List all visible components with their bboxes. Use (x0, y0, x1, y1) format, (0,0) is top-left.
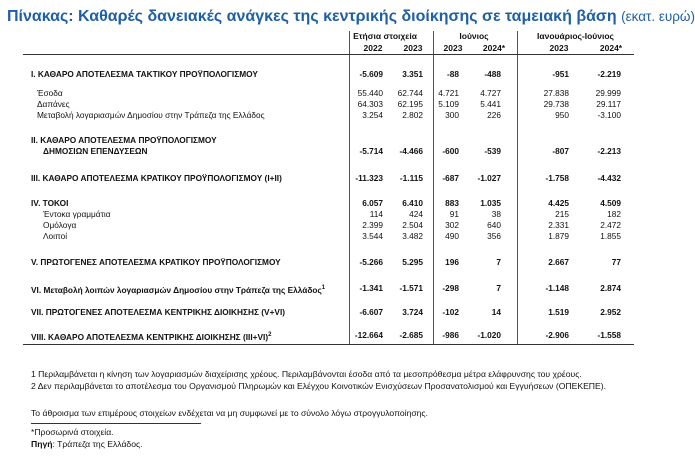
cell-value: -1.758 (545, 173, 569, 183)
row-label: Μεταβολή λογαριασμών Δημοσίου στην Τράπεζα της Ελλάδος (37, 110, 265, 120)
cell-value: 4.727 (480, 88, 501, 98)
cell-value: -12.664 (354, 330, 383, 340)
cell-value: 3.351 (402, 69, 423, 79)
row-label: Λοιποί (43, 231, 68, 241)
cell-value: 2.802 (402, 110, 423, 120)
row-label: II. ΚΑΘΑΡΟ ΑΠΟΤΕΛΕΣΜΑ ΠΡΟΫΠΟΛΟΓΙΣΜΟΥ (31, 135, 217, 145)
cell-value: 1.035 (480, 198, 501, 208)
row-label: IV. ΤΟΚΟΙ (31, 198, 69, 208)
cell-value: -1.341 (359, 283, 383, 293)
bottom-rule (23, 344, 634, 345)
cell-value: 3.544 (362, 231, 383, 241)
cell-value: 1.855 (600, 231, 621, 241)
cell-value: 356 (487, 231, 501, 241)
header-group-june: Ιούνιος (459, 31, 489, 41)
cell-value: -298 (442, 283, 459, 293)
cell-value: 215 (555, 209, 569, 219)
cell-value: -6.607 (359, 307, 383, 317)
cell-value: 302 (445, 220, 459, 230)
cell-value: -5.266 (359, 257, 383, 267)
footnote-marker: 2 (268, 332, 272, 338)
title-unit: (εκατ. ευρώ) (621, 9, 695, 24)
title-main: Πίνακας: Καθαρές δανειακές ανάγκες της κεντρικής διοίκησης σε ταμειακή βάση (7, 8, 617, 25)
cell-value: -3.100 (597, 110, 621, 120)
table-title (7, 8, 695, 26)
cell-value: 2.874 (600, 283, 621, 293)
cell-value: -4.432 (597, 173, 621, 183)
cell-value: -488 (484, 69, 501, 79)
footnote-1: 1 Περιλαμβάνεται η κίνηση των λογαριασμών διαχείρισης χρέους. Περιλαμβάνονται έσοδα από τα μεσοπρόθεσμα μέτρα ελάφρυνσης του χρέους. (31, 369, 582, 379)
header-year: 2024* (599, 43, 623, 53)
source-text: : Τράπεζα της Ελλάδος. (52, 439, 143, 449)
cell-value: 4.509 (600, 198, 621, 208)
cell-value: 91 (449, 209, 459, 219)
cell-value: -951 (552, 69, 569, 79)
cell-value: 6.057 (362, 198, 383, 208)
header-year: 2024* (482, 43, 506, 53)
cell-value: 2.472 (600, 220, 621, 230)
cell-value: -539 (484, 146, 501, 156)
cell-value: 2.952 (600, 307, 621, 317)
footnote-divider (31, 423, 201, 424)
cell-value: 226 (487, 110, 501, 120)
cell-value: 3.254 (362, 110, 383, 120)
cell-value: -4.466 (399, 146, 423, 156)
row-label: Έντοκα γραμμάτια (43, 209, 111, 219)
row-label (31, 283, 325, 295)
cell-value: -600 (442, 146, 459, 156)
row-label-text: VIII. ΚΑΘΑΡΟ ΑΠΟΤΕΛΕΣΜΑ ΚΕΝΤΡΙΚΗΣ ΔΙΟΙΚΗΣΗΣ (III+VI) (31, 331, 269, 342)
header-year: 2022 (363, 43, 383, 53)
cell-value: -1.558 (597, 330, 621, 340)
cell-value: -1.115 (399, 173, 423, 183)
cell-value: 883 (445, 198, 459, 208)
cell-value: -1.020 (477, 330, 501, 340)
footnote-2: 2 Δεν περιλαμβάνεται το αποτέλεσμα του Οργανισμού Πληρωμών και Ελέγχου Κοινοτικών Ενισχύσεων Προσανατολισμού και Εγγυήσεων (ΟΠΕΚΕΠΕ). (31, 381, 606, 391)
cell-value: 14 (491, 307, 501, 317)
source-label: Πηγή (31, 439, 53, 449)
row-label: V. ΠΡΩΤΟΓΕΝΕΣ ΑΠΟΤΕΛΕΣΜΑ ΚΡΑΤΙΚΟΥ ΠΡΟΫΠΟΛΟΓΙΣΜΟΥ (31, 257, 281, 267)
cell-value: 7 (496, 257, 501, 267)
row-label: III. ΚΑΘΑΡΟ ΑΠΟΤΕΛΕΣΜΑ ΚΡΑΤΙΚΟΥ ΠΡΟΫΠΟΛΟΓΙΣΜΟΥ (I+II) (31, 173, 282, 183)
cell-value: -2.213 (597, 146, 621, 156)
cell-value: 77 (611, 257, 621, 267)
cell-value: -1.027 (477, 173, 501, 183)
source-line (31, 439, 143, 449)
header-group-jan-june: Ιανουάριος-Ιούνιος (537, 31, 614, 41)
cell-value: 3.482 (402, 231, 423, 241)
cell-value: 38 (491, 209, 501, 219)
header-group-row (23, 31, 634, 41)
row-label: VII. ΠΡΩΤΟΓΕΝΕΣ ΑΠΟΤΕΛΕΣΜΑ ΚΕΝΤΡΙΚΗΣ ΔΙΟΙΚΗΣΗΣ (V+VI) (31, 307, 286, 317)
cell-value: 2.667 (548, 257, 569, 267)
header-year: 2023 (443, 43, 463, 53)
cell-value: 182 (607, 209, 621, 219)
cell-value: 1.879 (548, 231, 569, 241)
cell-value: 1.519 (548, 307, 569, 317)
footnote-marker: 1 (321, 285, 326, 291)
cell-value: 62.195 (397, 99, 423, 109)
row-label-continued: ΔΗΜΟΣΙΩΝ ΕΠΕΝΔΥΣΕΩΝ (43, 146, 148, 156)
cell-value: 29.117 (596, 99, 621, 109)
cell-value: 2.399 (362, 220, 383, 230)
cell-value: -986 (442, 330, 459, 340)
cell-value: -11.323 (355, 173, 383, 183)
cell-value: 300 (445, 110, 459, 120)
cell-value: 6.410 (402, 198, 423, 208)
cell-value: 114 (369, 209, 383, 219)
provisional-note: *Προσωρινά στοιχεία. (31, 427, 114, 437)
cell-value: 55.440 (357, 88, 383, 98)
cell-value: 424 (409, 209, 423, 219)
cell-value: -1.148 (545, 283, 569, 293)
cell-value: 490 (445, 231, 459, 241)
column-separator (349, 31, 350, 344)
cell-value: -102 (442, 307, 459, 317)
header-year: 2023 (549, 43, 569, 53)
cell-value: -807 (552, 146, 569, 156)
cell-value: 5.441 (480, 99, 501, 109)
cell-value: 3.724 (402, 307, 423, 317)
cell-value: 2.504 (402, 220, 423, 230)
cell-value: -5.609 (359, 69, 383, 79)
cell-value: 62.744 (397, 88, 423, 98)
row-label: Ομόλογα (43, 220, 77, 230)
cell-value: 7 (496, 283, 501, 293)
cell-value: -687 (442, 173, 459, 183)
cell-value: 640 (487, 220, 501, 230)
cell-value: -2.219 (597, 69, 621, 79)
cell-value: -88 (447, 69, 459, 79)
cell-value: 4.721 (438, 88, 459, 98)
row-label (31, 330, 271, 342)
cell-value: -5.714 (359, 146, 383, 156)
row-label: I. ΚΑΘΑΡΟ ΑΠΟΤΕΛΕΣΜΑ ΤΑΚΤΙΚΟΥ ΠΡΟΫΠΟΛΟΓΙΣΜΟΥ (31, 69, 258, 79)
cell-value: 64.303 (357, 99, 383, 109)
cell-value: 5.109 (438, 99, 459, 109)
header-years-row (23, 43, 634, 53)
cell-value: -2.906 (545, 330, 569, 340)
row-label: Έσοδα (37, 88, 63, 98)
cell-value: 27.838 (543, 88, 569, 98)
column-separator (517, 31, 518, 344)
cell-value: 4.425 (548, 198, 569, 208)
cell-value: 29.999 (595, 88, 621, 98)
cell-value: 2.331 (548, 220, 569, 230)
header-year: 2023 (403, 43, 423, 53)
cell-value: -1.571 (399, 283, 423, 293)
cell-value: -2.685 (399, 330, 423, 340)
rounding-note: Το άθροισμα των επιμέρους στοιχείων ενδέχεται να μη συμφωνεί με το σύνολο λόγω στρογγυλοποίησης. (31, 408, 428, 418)
cell-value: 29.738 (543, 99, 569, 109)
cell-value: 196 (445, 257, 459, 267)
header-rule (23, 54, 634, 55)
header-group-annual: Ετήσια στοιχεία (353, 31, 417, 41)
row-label-text: VI. Μεταβολή λοιπών λογαριασμών Δημοσίου στην Τράπεζα της Ελλάδος (31, 284, 322, 295)
cell-value: 950 (555, 110, 569, 120)
cell-value: 5.295 (402, 257, 423, 267)
row-label: Δαπάνες (37, 99, 70, 109)
